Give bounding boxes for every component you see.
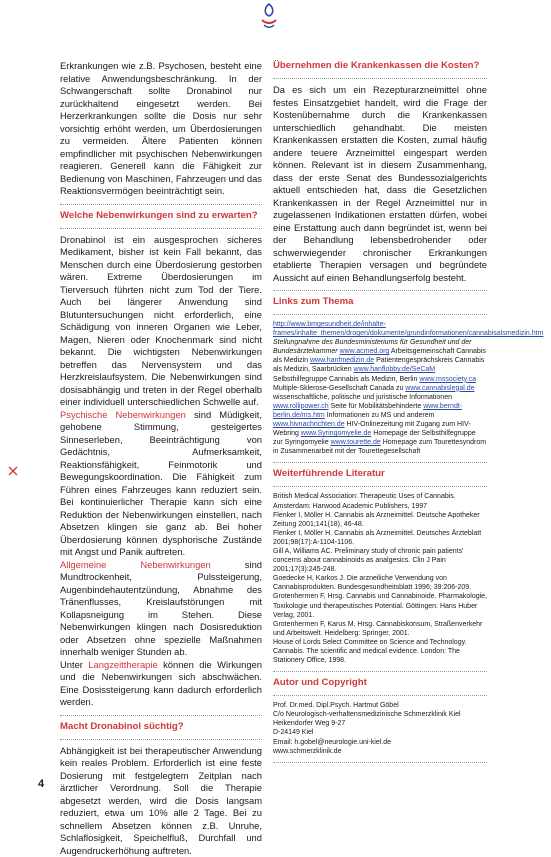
cross-mark-icon [8, 466, 18, 476]
costs-paragraph: Da es sich um ein Rezepturarzneimittel ohne festes Einsatzgebiet handelt, wird die Frage der Kostenübernahme durch die Krankenkassen unterschiedlich gehandhabt. Die meisten Krankenkassen erstatten die Kosten, zumal häufig andere teuere Arzneimittel eingespart werden können. Relevant ist in diesem Zusammenhang, dass der erste Senat des Bundessozialgerichts aktuell entschieden hat, dass die Gesetzlichen Krankenkassen in der Regel Arzneimittel nur in zugelassenen Indikationen erstatten dürfen, wobei eine Erstattung auch dann begründet ist, wenn bei der Behandlung lebensbedrohender oder schwerwiegender chronischer Erkrankungen etablierte Therapien versagen und begründete Aussicht auf einen Behandlungserfolg besteht. [273, 84, 487, 284]
divider [273, 695, 487, 696]
link-hanfmedizin[interactable]: www.hanfmedizin.de [310, 357, 374, 364]
author-heading: Autor und Copyright [273, 677, 487, 689]
divider [60, 228, 262, 229]
author-line: Heikendorfer Weg 9-27 [273, 719, 487, 728]
author-website[interactable]: www.schmerzklinik.de [273, 747, 487, 756]
author-block [273, 701, 487, 756]
longterm-text: können die Wirkungen und die Nebenwirkungen sich abschwächen. Eine Dosissteigerung kann dadurch erforderlich werden. [60, 659, 262, 708]
literature-list [273, 492, 487, 665]
psychological-effects-paragraph [60, 409, 262, 559]
divider [273, 78, 487, 79]
psych-text: sind Müdigkeit, gehobene Stimmung, gesteigertes Sinneserleben, Beeinträchtigung von Gedächtnis, Aufmerksamkeit, Reaktionsfähigkeit, Feinmotorik und Bewegungskoordination. Die Fähigkeit zum Führen eines Fahrzeuges kann reduziert sein. Bei kontinuierlicher Therapie kann sich eine Reduktion der Nebenwirkungen einstellen, nach Absetzen klingen sie ganz ab. Bei hoher Überdosierung können dysphorische Zustände mit Angst und Panik auftreten. [60, 409, 262, 558]
literature-item: House of Lords Select Committee on Science and Technology. Cannabis. The scientific and medical evidence. London: The Stationery Office, 1998. [273, 638, 487, 665]
addiction-paragraph: Abhängigkeit ist bei therapeutischer Anwendung kein reales Problem. Erforderlich ist eine feste Dosierung mit festgelegtem Zeitplan nach ärztlicher Verordnung. Soll die Therapie abgesetzt werden, wird die Dosis langsam reduziert, etwa um 10% alle 2 Tage. Bei zu schnellem Absetzen können z.B. Unruhe, Schlaflosigkeit, Speichelfluß, Durchfall und Augendruckerhöhung auftreten. [60, 745, 262, 857]
divider [273, 462, 487, 463]
clinic-logo-icon [258, 2, 280, 30]
literature-heading: Weiterführende Literatur [273, 468, 487, 480]
divider [273, 486, 487, 487]
longterm-prefix: Unter [60, 659, 88, 670]
divider [60, 204, 262, 205]
literature-item: Grotenhermen F, Karus M, Hrsg. Cannabiskonsum, Straßenverkehr und Arbeitswelt. Heidelberg: Springer, 2001. [273, 620, 487, 638]
author-email[interactable]: Email: h.gobel@neurologie.uni-kiel.de [273, 738, 487, 747]
literature-item: Grotenhermen F, Hrsg. Cannabis und Cannabinoide. Pharmakologie, Toxikologie und therapeutisches Potential. Göttingen: Hans Huber Verlag, 2001. [273, 592, 487, 619]
divider [273, 671, 487, 672]
literature-item: Gill A, Williams AC. Preliminary study of chronic pain patients' concerns about cannabinoids as analgesics. Clin J Pain 2001;17(3):245-248. [273, 547, 487, 574]
author-line: Prof. Dr.med. Dipl.Psych. Hartmut Göbel [273, 701, 487, 710]
side-effects-heading: Welche Nebenwirkungen sind zu erwarten? [60, 210, 262, 222]
psych-label: Psychische Nebenwirkungen [60, 409, 186, 420]
author-line: C/o Neurologisch-verhaltensmedizinische Schmerzklinik Kiel [273, 710, 487, 719]
divider [273, 762, 487, 763]
divider [273, 290, 487, 291]
general-label: Allgemeine Nebenwirkungen [60, 559, 211, 570]
link-berndt-berlin[interactable]: www.berndt-berlin.de/ms.htm [273, 403, 462, 419]
addiction-heading: Macht Dronabinol süchtig? [60, 721, 262, 733]
right-column [273, 60, 487, 768]
literature-item: British Medical Association: Therapeutic Uses of Cannabis. Amsterdam: Harwood Academic Publishers, 1997 [273, 492, 487, 510]
literature-item: Flenker I, Möller H. Cannabis als Arzneimittel. Deutsches Ärzteblatt 2001;98(17):A-1104-1106. [273, 529, 487, 547]
divider [60, 739, 262, 740]
link-bmgesundheit[interactable]: http://www.bmgesundheit.de/inhalte-frames/inhalte_themen/drogen/dokumente/grundinformationen/cannabisalsmedizin.htm [273, 321, 543, 337]
general-text: sind Mundtrockenheit, Pulssteigerung, Augenbindehautentzündung, Abnahme des Tränenflusses, Kreislaufstörungen mit Kollapsneigung im Stehen. Diese Nebenwirkungen klingen nach Dosisreduktion oder Absetzen ohne spezielle Maßnahmen innerhalb weniger Stunden ab. [60, 559, 262, 658]
general-effects-paragraph [60, 559, 262, 659]
link-cannabislegal[interactable]: www.cannabislegal.de [405, 385, 474, 392]
link-rollipower[interactable]: www.rollipower.ch [273, 403, 329, 410]
link-hivnachrichten[interactable]: www.hivnachrichten.de [273, 421, 345, 428]
left-column [60, 60, 262, 857]
intro-paragraph: Erkrankungen wie z.B. Psychosen, besteht eine relative Anwendungsbeschränkung. In der Schwangerschaft sollte Dronabinol nur zurückhaltend eingesetzt werden. Bei Herzerkrankungen sollte die Dosis nur sehr vorsichtig erhöht werden, um Überdosierungen zu vermeiden. Ältere Patienten können empfindlicher mit psychischen Nebenwirkungen reagieren. Generell kann die Fähigkeit zur Bedienung von Maschinen, Fahrzeugen und das Reaktionsvermögen beeinträchtigt sein. [60, 60, 262, 198]
costs-heading: Übernehmen die Krankenkassen die Kosten? [273, 60, 487, 72]
link-tourette[interactable]: www.tourette.de [331, 439, 381, 446]
links-heading: Links zum Thema [273, 296, 487, 308]
link-syringomyelie[interactable]: www.Syringomyelie.de [301, 430, 371, 437]
links-list: http://www.bmgesundheit.de/inhalte-frames/inhalte_themen/drogen/dokumente/grundinformationen/cannabisalsmedizin.htm Stellungnahme des Bundesministeriums für Gesundheit und der Bundesärztekammer www.acmed.org Arbeitsgemeinschaft Cannabis als Medizin www.hanfmedizin.de Patientengesprächskreis Cannabis als Medizin, Saarbrücken www.hanflobby.de/SeCaM Selbsthilfegruppe Cannabis als Medizin, Berlin www.mssociety.ca Multiple-Sklerose-Gesellschaft Canada zu www.cannabislegal.de wissenschaftliche, politische und juristische Informationen www.rollipower.ch Seite für Mobilitätsbehinderte www.berndt-berlin.de/ms.htm Informationen zu MS und anderem www.hivnachrichten.de HIV-Onlinezeitung mit Zugang zum HIV-Webring www.Syringomyelie.de Homepage der Selbsthilfegruppe zur Syringomyelie www.tourette.de Homepage zum Tourettesyndrom in Zusammenarbeit mit der Tourettegesellschaft [273, 320, 487, 456]
divider [273, 314, 487, 315]
long-term-paragraph [60, 659, 262, 709]
link-mssociety[interactable]: www.mssociety.ca [419, 376, 476, 383]
link-hanflobby[interactable]: www.hanflobby.de/SeCaM [354, 366, 436, 373]
link-acmed[interactable]: www.acmed.org [340, 348, 390, 355]
literature-item: Flenker I, Möller H. Cannabis als Arzneimittel. Deutsche Apotheker Zeitung 2001;141(18), 46-48. [273, 511, 487, 529]
page-number: 4 [38, 778, 44, 790]
author-line: D-24149 Kiel [273, 728, 487, 737]
side-effects-paragraph: Dronabinol ist ein ausgesprochen sicheres Medikament, bisher ist kein Fall bekannt, das Menschen durch eine Überdosierung gestorben wären. Extreme Überdosierungen im Tierversuch führten nicht zum Tod der Tiere. Auch bei längerer Anwendung sind Blutuntersuchungen nicht erforderlich, eine Schädigung von inneren Organen wie Leber, Magen, Nieren oder Knochenmark sind nicht bekannt. Die wichtigsten Nebenwirkungen betreffen das Nervensystem und das Herzkreislaufsystem. Die Nebenwirkungen sind dosisabhängig und treten in der Regel oberhalb einer individuell unterschiedlichen Schwelle auf. [60, 234, 262, 409]
literature-item: Goedecke H, Karkos J. Die arzneiliche Verwendung von Cannabisprodukten. Bundesgesundheitsblatt 1996; 39:206-209. [273, 574, 487, 592]
longterm-label: Langzeittherapie [88, 659, 157, 670]
divider [60, 715, 262, 716]
